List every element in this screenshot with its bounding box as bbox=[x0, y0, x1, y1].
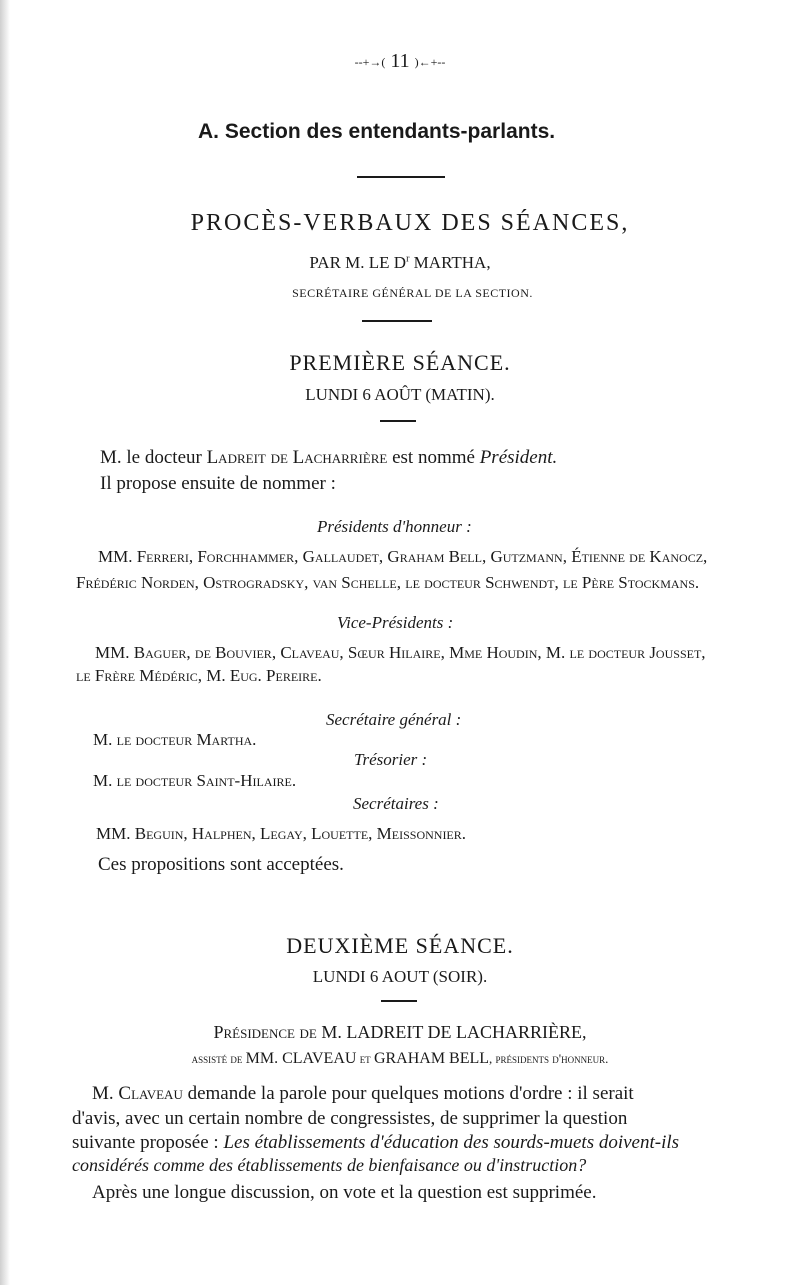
page-edge-shadow bbox=[0, 0, 10, 1285]
deuxieme-title: DEUXIÈME SÉANCE. bbox=[286, 933, 514, 958]
running-header bbox=[0, 50, 800, 73]
secgen-line: M. le docteur Martha. bbox=[93, 730, 257, 749]
para-line-4: considérés comme des établissements de bienfaisance ou d'instruction? bbox=[72, 1155, 587, 1175]
header-ornament-right: )←+-- bbox=[414, 54, 446, 69]
premiere-intro-1: M. le docteur Ladreit de Lacharrière est nommé Président. bbox=[100, 447, 558, 468]
vice-line-1: MM. Baguer, de Bouvier, Claveau, Sœur Hilaire, Mme Houdin, M. le docteur Jousset, bbox=[95, 643, 706, 662]
secretaires-line: MM. Beguin, Halphen, Legay, Louette, Meissonnier. bbox=[96, 824, 467, 843]
vice-heading: Vice-Présidents : bbox=[337, 613, 454, 632]
para-line-1: M. Claveau demande la parole pour quelques motions d'ordre : il serait bbox=[92, 1083, 634, 1104]
tresorier-heading: Trésorier : bbox=[354, 750, 428, 769]
para-line-5: Après une longue discussion, on vote et la question est supprimée. bbox=[92, 1182, 597, 1203]
divider-rule bbox=[381, 1000, 417, 1002]
presidence-line-2: assisté de MM. CLAVEAU et GRAHAM BELL, présidents d'honneur. bbox=[191, 1050, 609, 1067]
proces-title: PROCÈS-VERBAUX DES SÉANCES, bbox=[190, 210, 630, 236]
divider-rule bbox=[380, 420, 416, 422]
divider-rule bbox=[362, 320, 432, 322]
premiere-date: LUNDI 6 AOÛT (MATIN). bbox=[305, 385, 495, 404]
page-number: 11 bbox=[390, 50, 410, 72]
header-ornament-left: --+→( bbox=[354, 54, 386, 69]
tresorier-line: M. le docteur Saint-Hilaire. bbox=[93, 771, 297, 790]
presidence-line-1: Présidence de M. LADREIT DE LACHARRIÈRE, bbox=[213, 1022, 587, 1042]
secretaires-heading: Secrétaires : bbox=[353, 794, 439, 813]
para-line-2: d'avis, avec un certain nombre de congressistes, de supprimer la question bbox=[72, 1108, 628, 1129]
section-text: Section des entendants-parlants. bbox=[224, 120, 556, 143]
vice-line-2: le Frère Médéric, M. Eug. Pereire. bbox=[76, 666, 322, 685]
proces-role: SECRÉTAIRE GÉNÉRAL DE LA SECTION. bbox=[292, 286, 533, 300]
section-label: A. bbox=[198, 120, 219, 143]
divider-rule bbox=[357, 176, 445, 178]
honneur-line-1: MM. Ferreri, Forchhammer, Gallaudet, Graham Bell, Gutzmann, Étienne de Kanocz, bbox=[98, 547, 708, 566]
honneur-line-2: Frédéric Norden, Ostrogradsky, van Schelle, le docteur Schwendt, le Père Stockmans. bbox=[76, 573, 700, 592]
deuxieme-date: LUNDI 6 AOUT (SOIR). bbox=[312, 967, 488, 986]
person-name: Ladreit de Lacharrière bbox=[206, 447, 388, 468]
premiere-intro-2: Il propose ensuite de nommer : bbox=[100, 473, 336, 494]
honneur-heading: Présidents d'honneur : bbox=[317, 517, 472, 536]
secgen-heading: Secrétaire général : bbox=[326, 710, 462, 729]
premiere-title: PREMIÈRE SÉANCE. bbox=[289, 350, 511, 375]
section-title bbox=[198, 120, 555, 144]
premiere-conclusion: Ces propositions sont acceptées. bbox=[98, 854, 344, 875]
proces-author: PAR M. LE $D^r$ MARTHA, bbox=[309, 253, 491, 272]
para-line-3: suivante proposée : Les établissements d'éducation des sourds-muets doivent-ils bbox=[72, 1132, 680, 1153]
